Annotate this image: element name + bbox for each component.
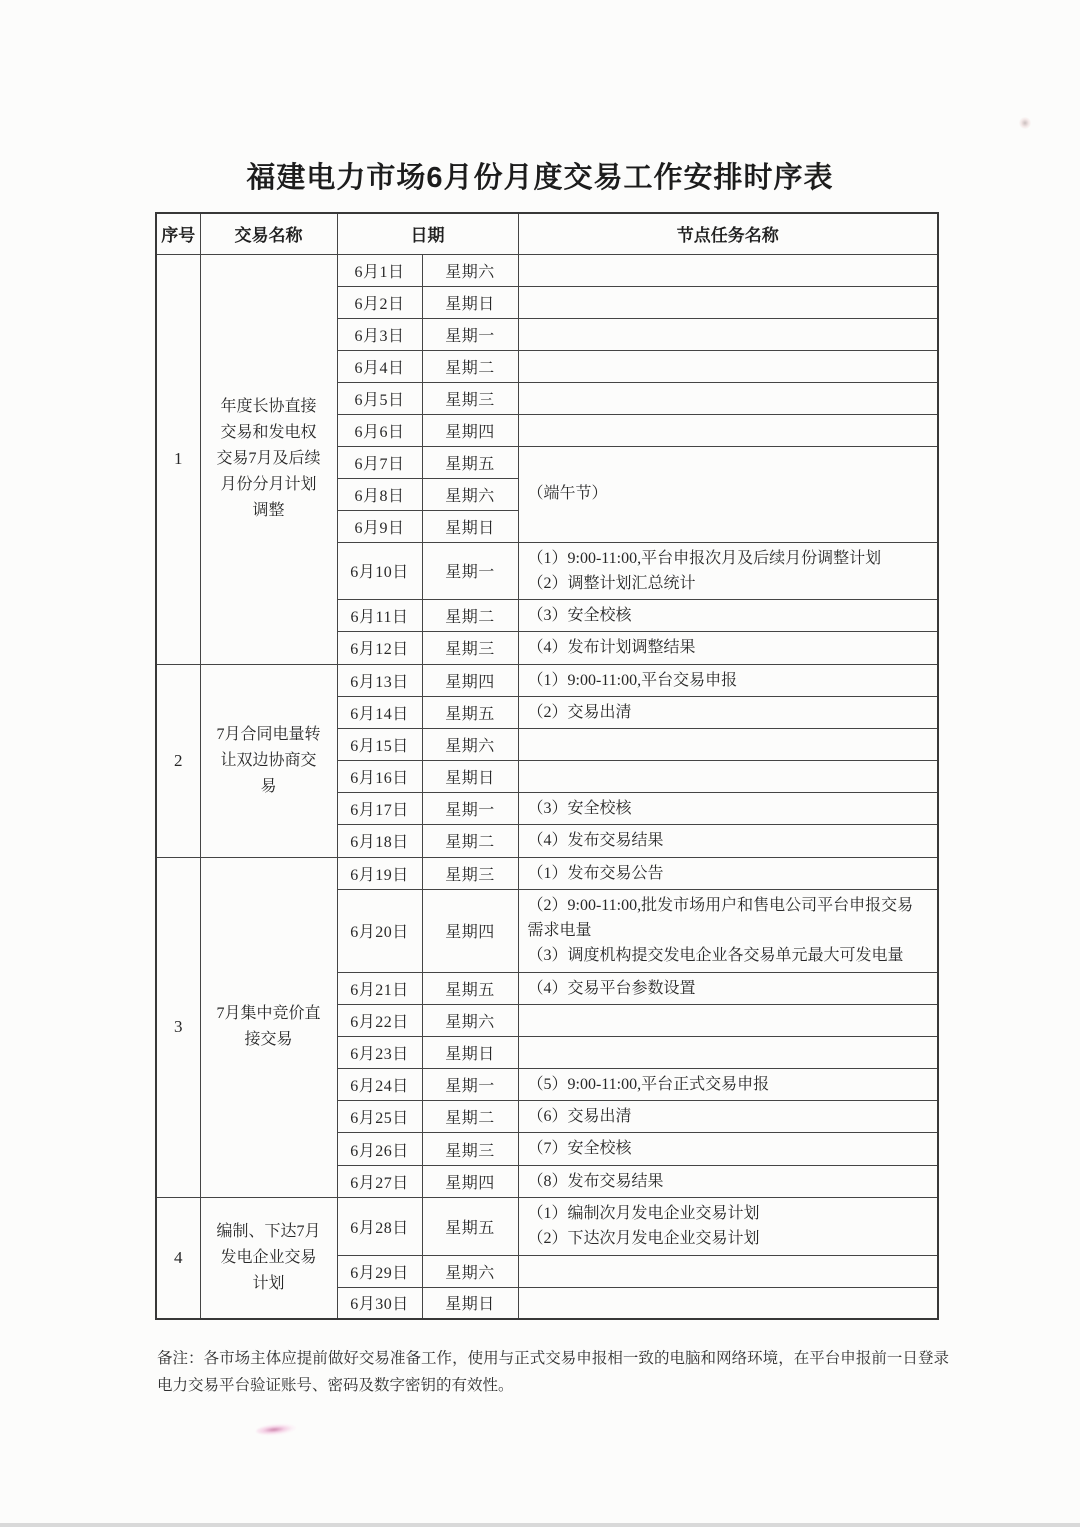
seq-cell: 4 xyxy=(156,1198,200,1320)
weekday-cell: 星期日 xyxy=(422,286,518,318)
date-cell: 6月3日 xyxy=(337,318,422,350)
weekday-cell: 星期五 xyxy=(422,696,518,728)
task-cell xyxy=(518,1133,938,1165)
task-line: （2）调整计划汇总统计 xyxy=(527,574,696,592)
date-cell: 6月1日 xyxy=(337,254,422,286)
weekday-cell: 星期日 xyxy=(422,1287,518,1319)
weekday-cell: 星期五 xyxy=(422,972,518,1004)
date-cell: 6月11日 xyxy=(337,600,422,632)
task-line: （5）9:00-11:00,平台正式交易申报 xyxy=(527,1075,770,1093)
task-line: （1）发布交易公告 xyxy=(527,864,664,882)
task-cell xyxy=(518,350,938,382)
task-line: （6）交易出清 xyxy=(527,1108,632,1126)
weekday-cell: 星期日 xyxy=(422,1036,518,1068)
date-cell: 6月12日 xyxy=(337,632,422,664)
date-cell: 6月13日 xyxy=(337,664,422,696)
weekday-cell: 星期日 xyxy=(422,761,518,793)
task-cell xyxy=(518,382,938,414)
task-line: （3）安全校核 xyxy=(527,800,632,818)
task-cell xyxy=(518,857,938,889)
date-cell: 6月24日 xyxy=(337,1068,422,1100)
date-cell: 6月27日 xyxy=(337,1165,422,1197)
header-row xyxy=(156,213,938,254)
col-header-task: 节点任务名称 xyxy=(518,213,938,254)
weekday-cell: 星期三 xyxy=(422,632,518,664)
table-row xyxy=(156,664,938,696)
weekday-cell: 星期二 xyxy=(422,600,518,632)
weekday-cell: 星期二 xyxy=(422,350,518,382)
weekday-cell: 星期一 xyxy=(422,318,518,350)
transaction-name-cell: 年度长协直接交易和发电权交易7月及后续月份分月计划调整 xyxy=(200,254,337,664)
weekday-cell: 星期一 xyxy=(422,542,518,600)
task-cell xyxy=(518,1165,938,1197)
weekday-cell: 星期一 xyxy=(422,1068,518,1100)
weekday-cell: 星期日 xyxy=(422,510,518,542)
weekday-cell: 星期五 xyxy=(422,446,518,478)
footer-note: 备注：各市场主体应提前做好交易准备工作，使用与正式交易申报相一致的电脑和网络环境，在平台申报前一日登录电力交易平台验证账号、密码及数字密钥的有效性。 xyxy=(157,1350,949,1394)
task-cell xyxy=(518,1004,938,1036)
task-cell xyxy=(518,696,938,728)
date-cell: 6月4日 xyxy=(337,350,422,382)
task-cell xyxy=(518,600,938,632)
scan-artifact-smudge xyxy=(256,1422,297,1436)
weekday-cell: 星期三 xyxy=(422,382,518,414)
date-cell: 6月20日 xyxy=(337,889,422,972)
task-line: （4）交易平台参数设置 xyxy=(527,979,696,997)
task-line: （1）9:00-11:00,平台申报次月及后续月份调整计划 xyxy=(527,549,882,567)
seq-cell: 1 xyxy=(156,254,200,664)
task-cell xyxy=(518,1255,938,1287)
date-cell: 6月29日 xyxy=(337,1255,422,1287)
table-row xyxy=(156,857,938,889)
page-title: 福建电力市场6月份月度交易工作安排时序表 xyxy=(246,162,834,194)
task-cell xyxy=(518,1198,938,1256)
date-cell: 6月16日 xyxy=(337,761,422,793)
task-line: （3）调度机构提交发电企业各交易单元最大可发电量 xyxy=(527,947,904,965)
task-cell xyxy=(518,446,938,542)
task-line: （8）发布交易结果 xyxy=(527,1172,664,1190)
schedule-table xyxy=(155,212,939,1320)
task-line: （3）安全校核 xyxy=(527,607,632,625)
task-cell xyxy=(518,729,938,761)
date-cell: 6月6日 xyxy=(337,414,422,446)
weekday-cell: 星期二 xyxy=(422,1101,518,1133)
date-cell: 6月28日 xyxy=(337,1198,422,1256)
weekday-cell: 星期六 xyxy=(422,1255,518,1287)
date-cell: 6月9日 xyxy=(337,510,422,542)
task-cell xyxy=(518,254,938,286)
date-cell: 6月25日 xyxy=(337,1101,422,1133)
task-line: （4）发布交易结果 xyxy=(527,832,664,850)
task-cell xyxy=(518,1068,938,1100)
task-cell xyxy=(518,542,938,600)
date-cell: 6月8日 xyxy=(337,478,422,510)
task-line: （2）交易出清 xyxy=(527,703,632,721)
weekday-cell: 星期四 xyxy=(422,414,518,446)
date-cell: 6月19日 xyxy=(337,857,422,889)
transaction-name-cell: 编制、下达7月发电企业交易计划 xyxy=(200,1198,337,1320)
weekday-cell: 星期六 xyxy=(422,1004,518,1036)
task-cell xyxy=(518,1036,938,1068)
date-cell: 6月18日 xyxy=(337,825,422,857)
task-line: （2）下达次月发电企业交易计划 xyxy=(527,1230,760,1248)
weekday-cell: 星期四 xyxy=(422,1165,518,1197)
col-header-seq: 序号 xyxy=(156,213,200,254)
task-cell xyxy=(518,889,938,972)
task-line: （2）9:00-11:00,批发市场用户和售电公司平台申报交易需求电量 xyxy=(527,896,914,940)
weekday-cell: 星期一 xyxy=(422,793,518,825)
scan-artifact-dot xyxy=(1019,117,1031,129)
seq-cell: 2 xyxy=(156,664,200,857)
date-cell: 6月7日 xyxy=(337,446,422,478)
weekday-cell: 星期六 xyxy=(422,254,518,286)
task-line: （端午节） xyxy=(527,485,608,503)
weekday-cell: 星期六 xyxy=(422,478,518,510)
date-cell: 6月15日 xyxy=(337,729,422,761)
transaction-name-cell: 7月合同电量转让双边协商交易 xyxy=(200,664,337,857)
date-cell: 6月17日 xyxy=(337,793,422,825)
task-cell xyxy=(518,793,938,825)
task-cell xyxy=(518,414,938,446)
weekday-cell: 星期五 xyxy=(422,1198,518,1256)
weekday-cell: 星期三 xyxy=(422,857,518,889)
date-cell: 6月5日 xyxy=(337,382,422,414)
task-cell xyxy=(518,1287,938,1319)
task-line: （4）发布计划调整结果 xyxy=(527,639,696,657)
task-cell xyxy=(518,825,938,857)
task-cell xyxy=(518,318,938,350)
weekday-cell: 星期三 xyxy=(422,1133,518,1165)
task-line: （1）编制次月发电企业交易计划 xyxy=(527,1205,760,1223)
weekday-cell: 星期四 xyxy=(422,664,518,696)
transaction-name-cell: 7月集中竞价直接交易 xyxy=(200,857,337,1197)
table-row xyxy=(156,254,938,286)
date-cell: 6月10日 xyxy=(337,542,422,600)
task-cell xyxy=(518,761,938,793)
date-cell: 6月14日 xyxy=(337,696,422,728)
weekday-cell: 星期二 xyxy=(422,825,518,857)
seq-cell: 3 xyxy=(156,857,200,1197)
weekday-cell: 星期六 xyxy=(422,729,518,761)
date-cell: 6月30日 xyxy=(337,1287,422,1319)
weekday-cell: 星期四 xyxy=(422,889,518,972)
date-cell: 6月21日 xyxy=(337,972,422,1004)
table-row xyxy=(156,1198,938,1256)
date-cell: 6月23日 xyxy=(337,1036,422,1068)
task-cell xyxy=(518,664,938,696)
task-line: （1）9:00-11:00,平台交易申报 xyxy=(527,671,738,689)
task-line: （7）安全校核 xyxy=(527,1140,632,1158)
task-cell xyxy=(518,286,938,318)
schedule-table-container xyxy=(155,212,937,1320)
col-header-date: 日期 xyxy=(337,213,518,254)
date-cell: 6月26日 xyxy=(337,1133,422,1165)
task-cell xyxy=(518,972,938,1004)
task-cell xyxy=(518,1101,938,1133)
date-cell: 6月2日 xyxy=(337,286,422,318)
col-header-name: 交易名称 xyxy=(200,213,337,254)
task-cell xyxy=(518,632,938,664)
date-cell: 6月22日 xyxy=(337,1004,422,1036)
